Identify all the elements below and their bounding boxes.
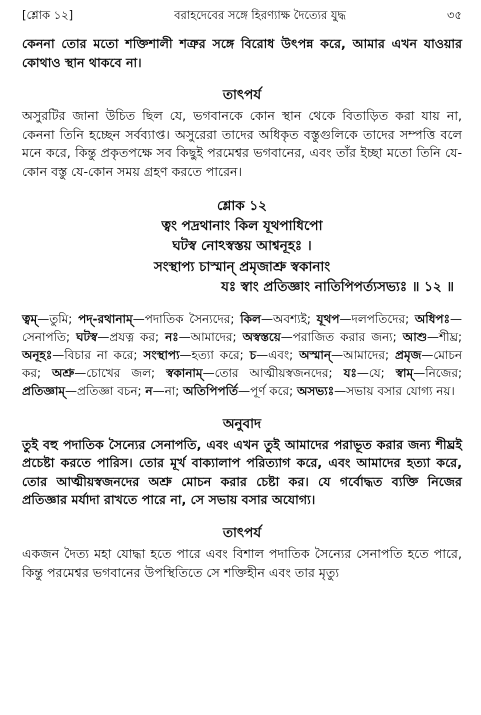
verse-line: ত্বং পদ্রথানাং কিল যূথপাধিপো	[161, 217, 323, 234]
synonym-meaning: বিচার না করে;	[64, 347, 144, 362]
running-header	[22, 8, 462, 24]
synonym-meaning: তুমি;	[49, 311, 79, 326]
synonym-word: নঃ	[165, 329, 179, 344]
translation-text: তুই বহু পদাতিক সৈন্যের সেনাপতি, এবং এখন তুই আমাদের পরাভূত করার জন্য শীঘ্রই প্রচেষ্টা করতে পারিস। তোর মূর্খ বাক্যালাপ পরিত্যাগ করে, এবং আমাদের হত্যা করে, তোর আত্মীয়স্বজনদের অশ্রু মোচন করার চেষ্টা কর। যে গর্বোদ্ধত ব্যক্তি নিজের প্রতিজ্ঞার মর্যাদা রাখতে পারে না, সে সভায় বসার অযোগ্য।	[22, 436, 462, 508]
verse-line: যঃ স্বাং প্রতিজ্ঞাং নাতিপিপর্ত্যসভ্যঃ ॥ ১২ ॥	[221, 279, 454, 296]
synonym-word: কিল	[240, 311, 261, 326]
synonym-word: অস্মান্	[299, 347, 332, 362]
synonym-meaning: প্রযত্ন কর;	[109, 329, 166, 344]
synonym-meaning: আমাদের;	[343, 347, 395, 362]
synonym-meaning: পরাজিত করার জন্য;	[292, 329, 403, 344]
synonym-meaning: তোর আত্মীয়স্বজনদের;	[214, 366, 344, 381]
verse-heading: শ্লোক ১২	[217, 197, 267, 214]
synonym-word: যূথপ	[316, 311, 340, 326]
synonym-meaning: মোচন কর;	[22, 347, 462, 381]
synonym-word: অতিপিপর্তি	[183, 384, 239, 399]
synonym-word: পদ্-রথানাম্	[78, 311, 133, 326]
synonym-word: আশু	[402, 329, 428, 344]
synonym-meaning: সভায় বসার যোগ্য নয়।	[346, 384, 455, 399]
synonym-word: অশ্রু	[52, 366, 75, 381]
purport-text-1: অসুরটির জানা উচিত ছিল যে, ভগবানকে কোন স্থান থেকে বিতাড়িত করা যায় না, কেননা তিনি হচ্ছেন সর্বব্যাপ্ত। অসুরেরা তাদের অধিকৃত বস্তুগুলিকে তাদের সম্পত্তি বলে মনে করে, কিন্তু প্রকৃতপক্ষে সব কিছুই পরমেশ্বর ভগবানের, এবং তাঁর ইচ্ছা মতো তিনি যে-কোন বস্তু যে-কোন সময় গ্রহণ করতে পারেন।	[22, 108, 462, 179]
synonym-word: ত্বম্	[22, 311, 38, 326]
intro-paragraph: কেননা তোর মতো শক্তিশালী শত্রুর সঙ্গে বিরোধ উৎপন্ন করে, আমার এখন যাওয়ার কোথাও স্থান থাকবে না।	[22, 36, 462, 70]
synonym-meaning: নিজের;	[425, 366, 462, 381]
synonym-meaning: সেনাপতি;	[22, 329, 77, 344]
synonym-word: ন	[145, 384, 153, 399]
synonym-word: সংস্থাপ্য	[143, 347, 180, 362]
synonym-meaning: প্রতিজ্ঞা বচন;	[77, 384, 146, 399]
header-page-number: ৩৫	[447, 8, 462, 22]
synonym-word: অসভ্যঃ	[296, 384, 335, 399]
synonym-meaning: দলপতিদের;	[351, 311, 415, 326]
synonym-meaning: যে;	[368, 366, 396, 381]
verse-line: ঘটস্ব নোঽস্বস্তয় আশ্বনূহঃ ।	[172, 238, 312, 255]
synonym-meaning: চোখের জল;	[86, 366, 167, 381]
synonym-meaning: এবং;	[268, 347, 300, 362]
purport-text-2: একজন দৈত্য মহা যোদ্ধা হতে পারে এবং বিশাল পদাতিক সৈন্যের সেনাপতি হতে পারে, কিন্তু পরমেশ্বর ভগবানের উপস্থিতিতে সে শক্তিহীন এবং তার মৃত্যু	[22, 545, 462, 580]
book-page	[22, 8, 462, 582]
purport-heading-2: তাৎপর্য	[222, 524, 262, 541]
synonym-meaning: না;	[164, 384, 184, 399]
synonym-word: চ	[249, 347, 257, 362]
header-verse-ref: [শ্লোক ১২]	[22, 8, 74, 22]
verse-line: সংস্থাপ্য চাস্মান্ প্রমৃজাশ্রু স্বকানাং	[153, 258, 331, 275]
synonym-word: স্বাম্	[395, 366, 414, 381]
synonym-word: অধিপঃ	[414, 311, 450, 326]
synonym-meaning: পূর্ণ করে;	[250, 384, 297, 399]
synonym-meaning: পদাতিক সৈন্যদের;	[144, 311, 241, 326]
purport-heading-1: তাৎপর্য	[222, 87, 262, 104]
synonym-word: প্রমৃজ	[394, 347, 422, 362]
header-chapter-title: বরাহদেবের সঙ্গে হিরণ্যাক্ষ দৈত্যের যুদ্ধ	[174, 8, 346, 22]
synonym-word: অস্বস্তয়ে	[242, 329, 281, 344]
word-for-word-synonyms: ত্বম্—তুমি; পদ্-রথানাম্—পদাতিক সৈন্যদের; কিল—অবশ্যই; যূথপ—দলপতিদের; অধিপঃ—সেনাপতি; ঘটস্ব—প্রযত্ন কর; নঃ—আমাদের; অস্বস্তয়ে—পরাজিত করার জন্য; আশু—শীঘ্র; অনূহঃ—বিচার না করে; সংস্থাপ্য—হত্যা করে; চ—এবং; অস্মান্—আমাদের; প্রমৃজ—মোচন কর; অশ্রু—চোখের জল; স্বকানাম্—তোর আত্মীয়স্বজনদের; যঃ—যে; স্বাম্—নিজের; প্রতিজ্ঞাম্—প্রতিজ্ঞা বচন; ন—না; অতিপিপর্তি—পূর্ণ করে; অসভ্যঃ—সভায় বসার যোগ্য নয়।	[22, 311, 462, 399]
translation-heading: অনুবাদ	[222, 415, 262, 432]
synonym-meaning: আমাদের;	[190, 329, 243, 344]
synonym-meaning: অবশ্যই;	[272, 311, 317, 326]
synonym-word: ঘটস্ব	[76, 329, 98, 344]
synonym-word: স্বকানাম্	[166, 366, 203, 381]
sanskrit-verse	[22, 216, 462, 298]
synonym-meaning: হত্যা করে;	[191, 347, 250, 362]
synonym-word: যঃ	[343, 366, 357, 381]
synonym-meaning: শীঘ্র;	[439, 329, 462, 344]
synonym-word: প্রতিজ্ঞাম্	[22, 384, 66, 399]
synonym-word: অনূহঃ	[22, 347, 53, 362]
